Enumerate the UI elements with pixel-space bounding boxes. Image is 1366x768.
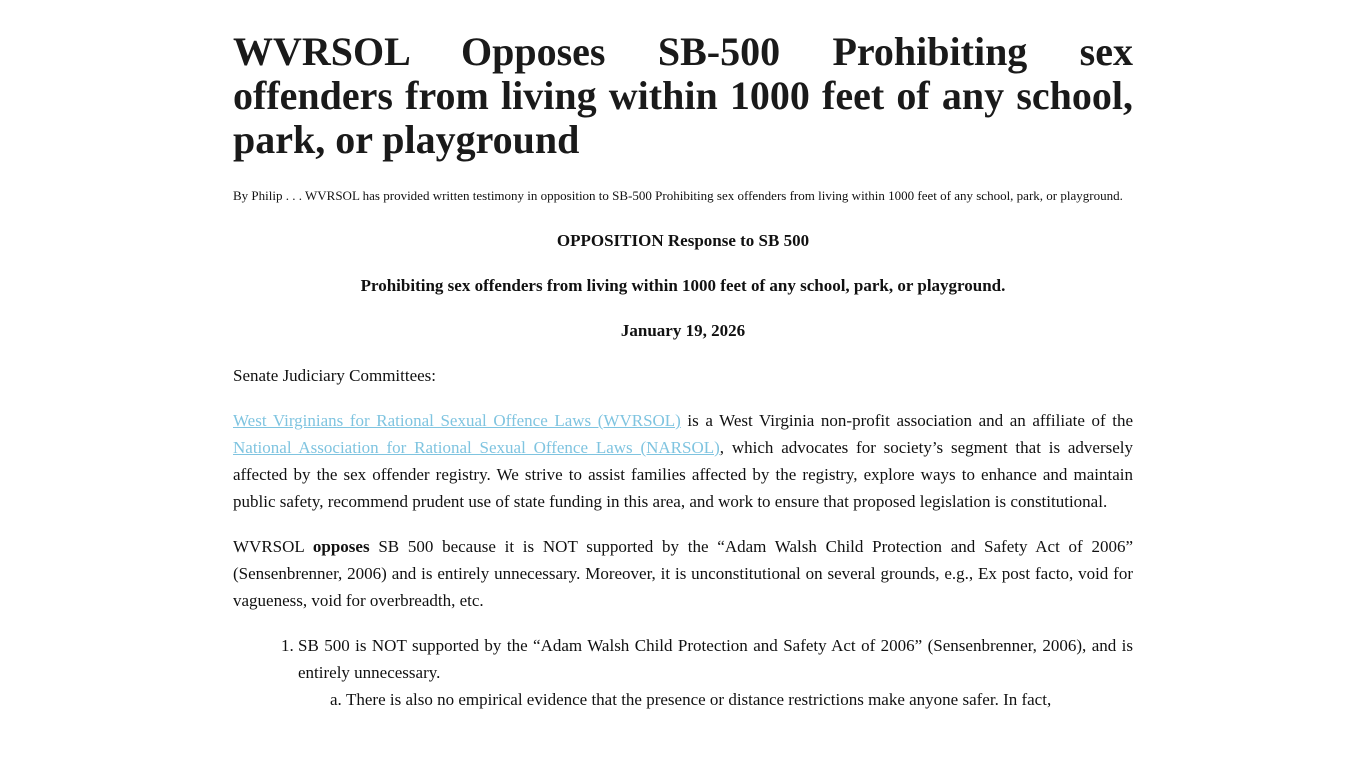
opposition-text-1: WVRSOL [233, 537, 313, 556]
opposition-paragraph [233, 533, 1133, 614]
wvrsol-link[interactable]: West Virginians for Rational Sexual Offence Laws (WVRSOL) [233, 411, 681, 430]
intro-paragraph [233, 407, 1133, 515]
page-title: WVRSOL Opposes SB-500 Prohibiting sex offenders from living within 1000 feet of any school, park, or playground [233, 29, 1133, 162]
opposes-bold: opposes [312, 537, 370, 556]
sub-list [298, 686, 1133, 713]
sub-list-item-text: There is also no empirical evidence that the presence or distance restrictions make anyone safer. In fact, [346, 690, 1052, 709]
letter-date: January 19, 2026 [620, 321, 746, 340]
narsol-link[interactable]: National Association for Rational Sexual Offence Laws (NARSOL) [233, 438, 720, 457]
list-item-text: SB 500 is NOT supported by the “Adam Walsh Child Protection and Safety Act of 2006” (Sensenbrenner, 2006), and is entirely unnecessary. [298, 636, 1133, 682]
letter-subheading: Prohibiting sex offenders from living within 1000 feet of any school, park, or playground. [360, 276, 1006, 295]
article-byline: By Philip . . . WVRSOL has provided written testimony in opposition to SB-500 Prohibiting sex offenders from living within 1000 feet of any school, park, or playground. [233, 188, 1123, 203]
letter-heading: OPPOSITION Response to SB 500 [556, 231, 810, 250]
argument-list [233, 632, 1133, 713]
letter-salutation: Senate Judiciary Committees: [233, 366, 437, 385]
list-item [298, 632, 1133, 713]
intro-text-1: is a West Virginia non-profit association and an affiliate of the [680, 411, 1133, 430]
sub-list-item [346, 686, 1133, 713]
intro-text-2: , which advocates for society’s segment that is adversely affected by the sex offender registry. We strive to assist families affected by the registry, explore ways to enhance and maintain public safety, recommend prudent use of state funding in this area, and work to ensure that proposed legislation is constitutional. [233, 438, 1134, 511]
article [233, 0, 1133, 713]
opposition-text-2: SB 500 because it is NOT supported by the “Adam Walsh Child Protection and Safety Act of 2006” (Sensenbrenner, 2006) and is entirely unnecessary. Moreover, it is unconstitutional on several grounds, e.g., Ex post facto, void for vagueness, void for overbreadth, etc. [233, 537, 1133, 610]
